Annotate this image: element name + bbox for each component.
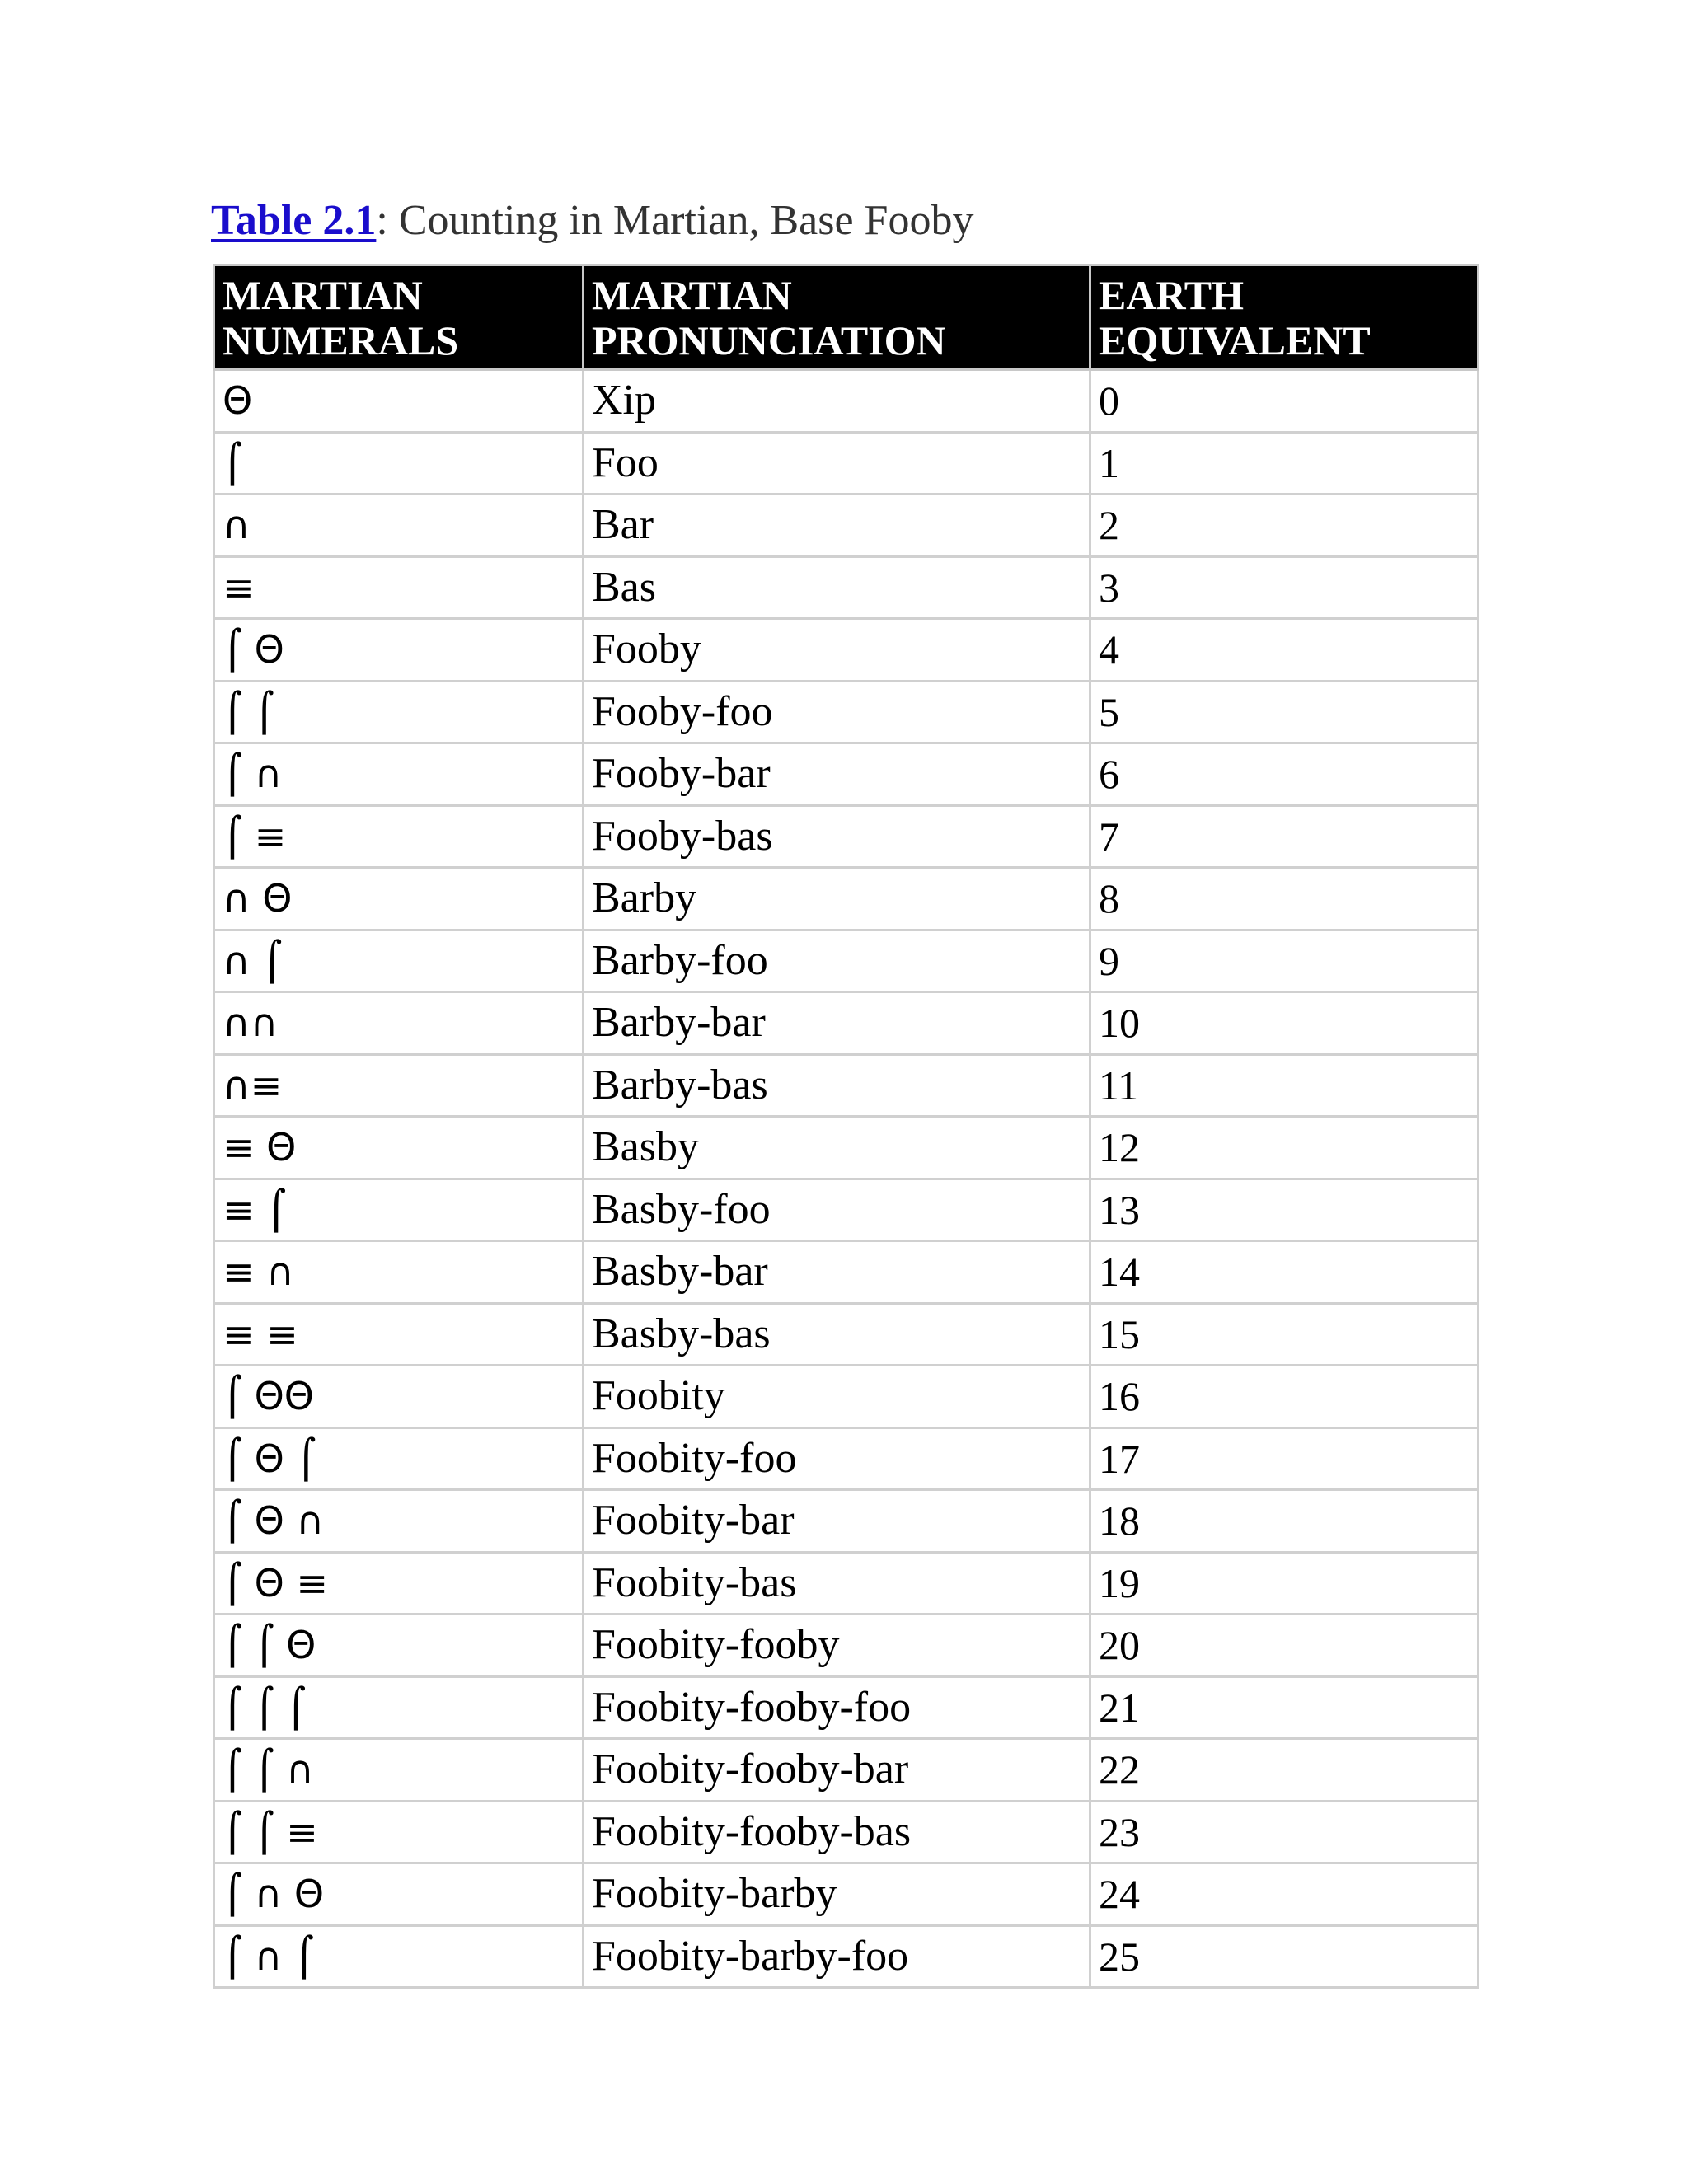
martian-numeral-cell: ∩ ⌠ <box>214 930 584 992</box>
earth-equivalent-cell: 14 <box>1090 1241 1479 1304</box>
martian-counting-table <box>213 264 1479 1989</box>
martian-numeral-cell: ⌠ ⌠ ⌠ <box>214 1676 584 1739</box>
table-row <box>214 1303 1479 1366</box>
martian-pronunciation-cell: Foobity-barby-foo <box>584 1925 1090 1988</box>
earth-equivalent-cell: 2 <box>1090 494 1479 557</box>
table-row <box>214 1117 1479 1179</box>
earth-equivalent-cell: 8 <box>1090 868 1479 930</box>
martian-numeral-cell: ⌠ ⌠ <box>214 681 584 743</box>
martian-pronunciation-cell: Barby-bas <box>584 1054 1090 1117</box>
table-row <box>214 681 1479 743</box>
martian-pronunciation-cell: Basby-bas <box>584 1303 1090 1366</box>
martian-numeral-cell: Θ <box>214 370 584 433</box>
table-row <box>214 494 1479 557</box>
table-row <box>214 1054 1479 1117</box>
earth-equivalent-cell: 4 <box>1090 619 1479 682</box>
earth-equivalent-cell: 16 <box>1090 1366 1479 1428</box>
martian-numeral-cell: ∩ Θ <box>214 868 584 930</box>
table-row <box>214 1179 1479 1241</box>
table-caption <box>211 192 973 250</box>
martian-pronunciation-cell: Foobity-fooby-foo <box>584 1676 1090 1739</box>
martian-numeral-cell: ⌠ Θ ≡ <box>214 1552 584 1615</box>
martian-pronunciation-cell: Foobity-bar <box>584 1490 1090 1553</box>
martian-numeral-cell: ⌠ ∩ Θ <box>214 1863 584 1926</box>
earth-equivalent-cell: 0 <box>1090 370 1479 433</box>
table-row <box>214 619 1479 682</box>
table-reference-link[interactable]: Table 2.1 <box>211 197 377 244</box>
martian-numeral-cell: ≡ <box>214 556 584 619</box>
martian-pronunciation-cell: Foobity-barby <box>584 1863 1090 1926</box>
martian-numeral-cell: ⌠ ⌠ Θ <box>214 1615 584 1677</box>
table-row <box>214 1739 1479 1802</box>
table-row <box>214 868 1479 930</box>
table-row <box>214 1925 1479 1988</box>
martian-pronunciation-cell: Xip <box>584 370 1090 433</box>
table-row <box>214 992 1479 1055</box>
martian-numeral-cell: ≡ ∩ <box>214 1241 584 1304</box>
martian-numeral-cell: ⌠ Θ ∩ <box>214 1490 584 1553</box>
header-martian-pronunciation <box>584 265 1090 370</box>
earth-equivalent-cell: 21 <box>1090 1676 1479 1739</box>
caption-text: Counting in Martian, Base Fooby <box>387 197 974 244</box>
earth-equivalent-cell: 9 <box>1090 930 1479 992</box>
martian-pronunciation-cell: Barby-foo <box>584 930 1090 992</box>
earth-equivalent-cell: 10 <box>1090 992 1479 1055</box>
table-row <box>214 1801 1479 1863</box>
header-line: MARTIAN <box>592 272 792 318</box>
martian-numeral-cell: ≡ ⌠ <box>214 1179 584 1241</box>
martian-numeral-cell: ∩≡ <box>214 1054 584 1117</box>
earth-equivalent-cell: 25 <box>1090 1925 1479 1988</box>
table-row <box>214 556 1479 619</box>
earth-equivalent-cell: 1 <box>1090 432 1479 494</box>
martian-pronunciation-cell: Foobity-bas <box>584 1552 1090 1615</box>
earth-equivalent-cell: 17 <box>1090 1427 1479 1490</box>
caption-separator: : <box>376 197 388 244</box>
table-row <box>214 1615 1479 1677</box>
table-header-row <box>214 265 1479 370</box>
martian-pronunciation-cell: Foobity <box>584 1366 1090 1428</box>
martian-numeral-cell: ⌠ ΘΘ <box>214 1366 584 1428</box>
table-row <box>214 1241 1479 1304</box>
martian-numeral-cell: ≡ ≡ <box>214 1303 584 1366</box>
header-earth-equivalent <box>1090 265 1479 370</box>
header-line: MARTIAN <box>223 272 423 318</box>
martian-numeral-cell: ⌠ ∩ ⌠ <box>214 1925 584 1988</box>
table-row <box>214 1427 1479 1490</box>
earth-equivalent-cell: 3 <box>1090 556 1479 619</box>
martian-pronunciation-cell: Foobity-fooby <box>584 1615 1090 1677</box>
martian-numeral-cell: ⌠ ⌠ ≡ <box>214 1801 584 1863</box>
martian-numeral-cell: ⌠ ∩ <box>214 743 584 806</box>
earth-equivalent-cell: 12 <box>1090 1117 1479 1179</box>
martian-pronunciation-cell: Foobity-fooby-bas <box>584 1801 1090 1863</box>
earth-equivalent-cell: 6 <box>1090 743 1479 806</box>
martian-numeral-cell: ⌠ <box>214 432 584 494</box>
earth-equivalent-cell: 24 <box>1090 1863 1479 1926</box>
table-row <box>214 1366 1479 1428</box>
header-martian-numerals <box>214 265 584 370</box>
earth-equivalent-cell: 15 <box>1090 1303 1479 1366</box>
table-row <box>214 1676 1479 1739</box>
table-row <box>214 805 1479 868</box>
earth-equivalent-cell: 20 <box>1090 1615 1479 1677</box>
earth-equivalent-cell: 22 <box>1090 1739 1479 1802</box>
earth-equivalent-cell: 7 <box>1090 805 1479 868</box>
earth-equivalent-cell: 13 <box>1090 1179 1479 1241</box>
martian-numeral-cell: ⌠ Θ <box>214 619 584 682</box>
martian-pronunciation-cell: Foobity-fooby-bar <box>584 1739 1090 1802</box>
earth-equivalent-cell: 19 <box>1090 1552 1479 1615</box>
table-row <box>214 1863 1479 1926</box>
martian-numeral-cell: ⌠ ⌠ ∩ <box>214 1739 584 1802</box>
martian-pronunciation-cell: Barby-bar <box>584 992 1090 1055</box>
earth-equivalent-cell: 18 <box>1090 1490 1479 1553</box>
martian-pronunciation-cell: Basby-foo <box>584 1179 1090 1241</box>
header-line: EQUIVALENT <box>1099 317 1371 363</box>
martian-pronunciation-cell: Fooby-bar <box>584 743 1090 806</box>
martian-numeral-cell: ⌠ ≡ <box>214 805 584 868</box>
table-row <box>214 1490 1479 1553</box>
martian-numeral-cell: ∩ <box>214 494 584 557</box>
martian-numeral-cell: ≡ Θ <box>214 1117 584 1179</box>
table-row <box>214 1552 1479 1615</box>
header-line: EARTH <box>1099 272 1245 318</box>
martian-pronunciation-cell: Foo <box>584 432 1090 494</box>
header-line: PRONUNCIATION <box>592 317 946 363</box>
header-line: NUMERALS <box>223 317 459 363</box>
martian-pronunciation-cell: Basby-bar <box>584 1241 1090 1304</box>
martian-pronunciation-cell: Basby <box>584 1117 1090 1179</box>
earth-equivalent-cell: 11 <box>1090 1054 1479 1117</box>
earth-equivalent-cell: 5 <box>1090 681 1479 743</box>
martian-pronunciation-cell: Foobity-foo <box>584 1427 1090 1490</box>
martian-numeral-cell: ∩∩ <box>214 992 584 1055</box>
table-row <box>214 370 1479 433</box>
martian-pronunciation-cell: Fooby <box>584 619 1090 682</box>
table-row <box>214 930 1479 992</box>
table-row <box>214 743 1479 806</box>
martian-pronunciation-cell: Bas <box>584 556 1090 619</box>
table-body <box>214 370 1479 1988</box>
martian-pronunciation-cell: Bar <box>584 494 1090 557</box>
earth-equivalent-cell: 23 <box>1090 1801 1479 1863</box>
martian-pronunciation-cell: Fooby-foo <box>584 681 1090 743</box>
table-row <box>214 432 1479 494</box>
martian-pronunciation-cell: Barby <box>584 868 1090 930</box>
martian-numeral-cell: ⌠ Θ ⌠ <box>214 1427 584 1490</box>
martian-pronunciation-cell: Fooby-bas <box>584 805 1090 868</box>
